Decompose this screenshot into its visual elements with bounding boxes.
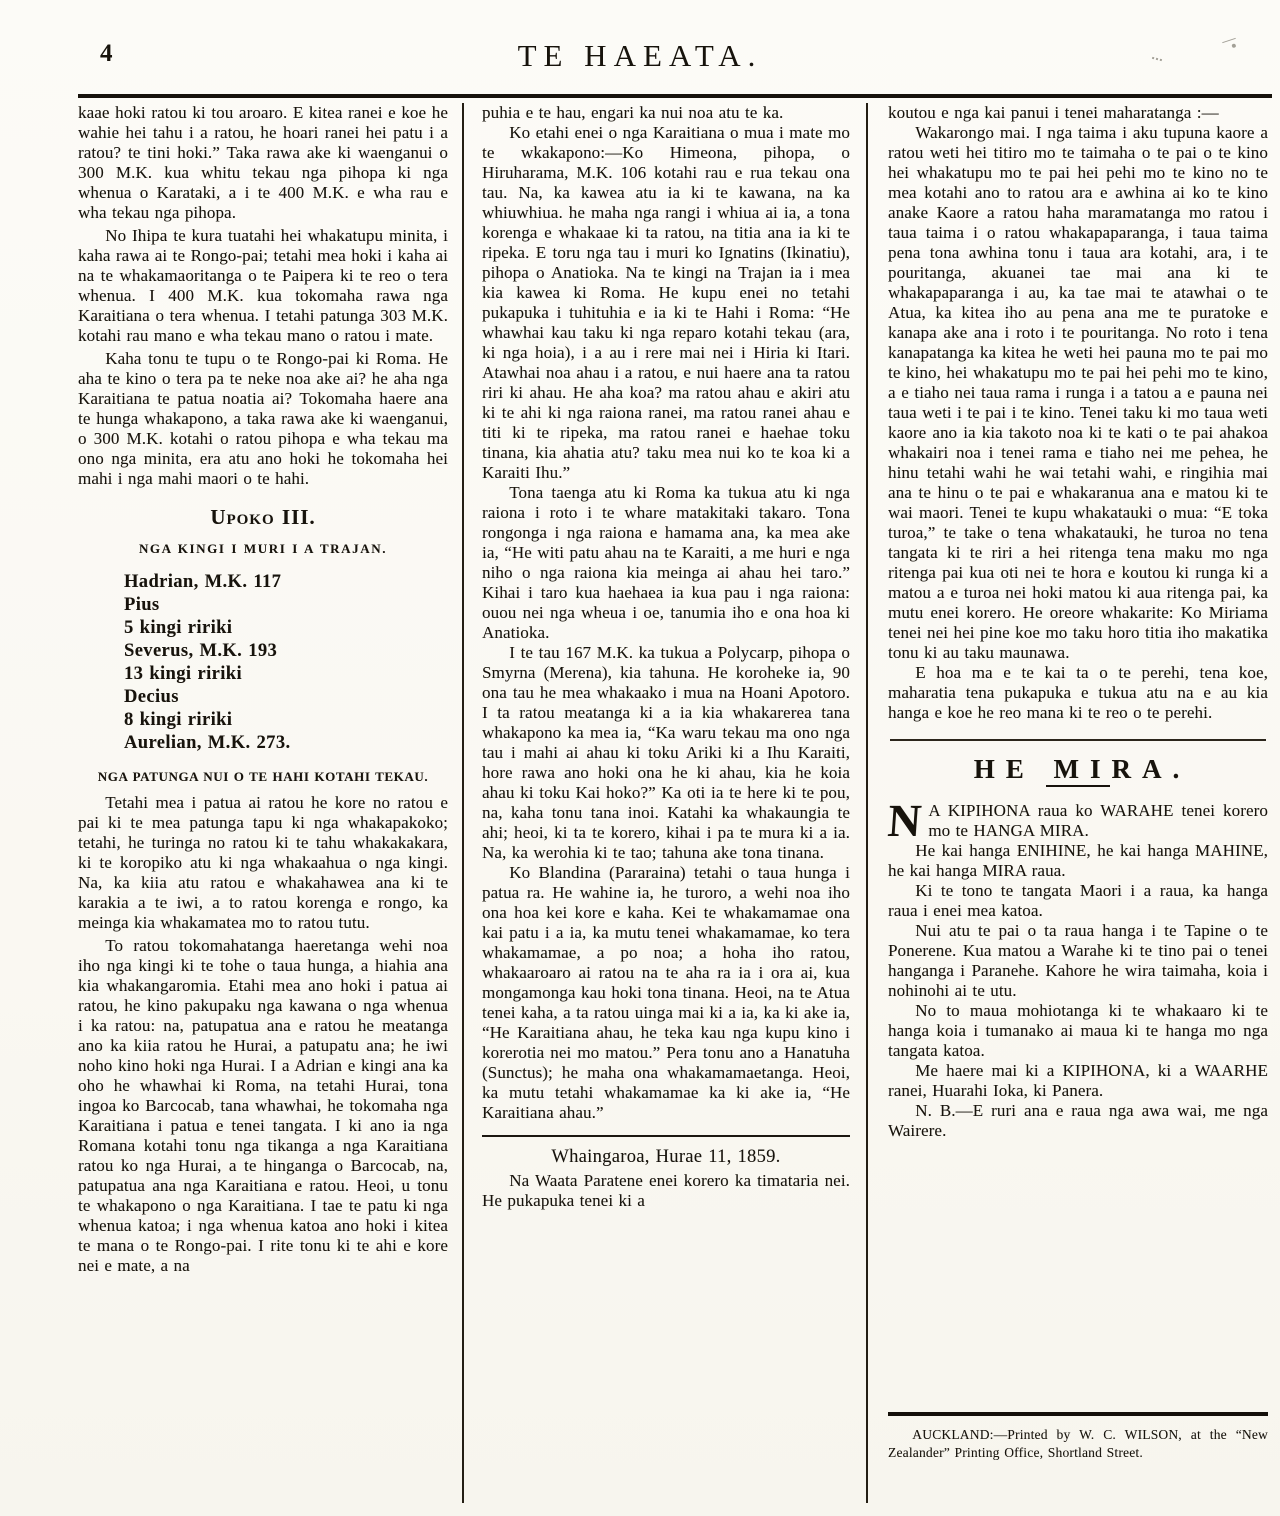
article-heading: HE MIRA. <box>973 754 1191 784</box>
list-item: 13 kingi ririki <box>124 664 242 684</box>
drop-cap-initial: N <box>886 795 924 846</box>
list-item: Pius <box>124 595 160 615</box>
chapter-subheading: NGA KINGI I MURI I A TRAJAN. <box>138 541 388 556</box>
article-separator-rule <box>890 739 1266 741</box>
body-paragraph: E hoa ma e te kai ta o te perehi, tena koe, maharatia tena pukapuka e tukua atu na e au kia hanga e koe he reo mana ki te reo o te perehi. <box>888 663 1268 722</box>
page-header <box>0 0 1280 94</box>
body-paragraph: Ko etahi enei o nga Karaitiana o mua i mate mo te wkakapono:—Ko Himeona, pihopa, o Hiruharama, M.K. 106 kotahi rau e rua tekau ona tau. Na, ka kawea atu ia ki te kawana, na ka whiuwhiua. he maha nga rangi i whiua ai ia, a tona korenga e whakaae ki ta ratou, na titia ana ia ki te ripeka. E toru nga tau i muri ko Ignatins (Ikinatiu), pihopa o Anatioka. Na te kingi na Trajan ia i mea kia kawea ki Roma. He kupu enei no tetahi pukapuka i tuhituhia e ia ki te Hahi i Roma: “He whawhai kau taku ki nga reparo kotahi tekau (ara, ki nga hoia), i a au i rere mai nei i Hiria ki Itari. Atawhai noa ahau i a ratou, e nui haere ana ta ratou riri ki ahau. He aha koa? ma ratou ahau e akiri atu ki te ahi ki nga raiona ranei, ma ratou ranei ahau e titi ki te ripeka, ma ratou ranei e haehae toku tinana, kia ahatia atu? taku mea nui ko te koa ki a Karaiti Ihu.” <box>482 123 850 482</box>
kings-list <box>78 571 448 755</box>
column-1 <box>78 103 462 1503</box>
chapter-heading: Upoko III. <box>210 505 316 529</box>
colophon: AUCKLAND:—Printed by W. C. WILSON, at the “New Zealander” Printing Office, Shortland Street. <box>888 1427 1268 1460</box>
body-paragraph: Wakarongo mai. I nga taima i aku tupuna kaore a ratou weti hei titiro mo te taimaha o te pai o te kino hei whakatupu mo te pai hei pehi mo te kino no te mea kotahi ano to ratou ara e awhina ai ko te kino anake Kaore a ratou haha maramatanga mo ratou i taua taima i o ratou whakapaparanga, i taua taima pena tona awhina tonu i taua ara kotahi, ara, i te pouritanga, akuanei tae mai ana ki te whakapaparanga i au, ka tae mai te atawhai o te Atua, ka kitea iho au pena ana me te puratoke e kanapa ake ana i roto i te pouritanga. No roto i tena kanapatanga ka kitea he weti hei pauna mo te pai mo te kino, hei whakatupu mo te pai hei pehi mo te kino, a e tiaho nei taua rama i runga i a tatou a e pauna nei taua weti i te pai i te kino. Tenei taku ki mo taua weti kaore ano ia kia takoto noa ki te kati o te pai ahakoa whakairi noa i tenei rama e tiaho nei me pehea, he hinu tetahi wahi he wai tetahi wahi, e ringihia mai ana te hinu o te pai e whakaranua ana e matou ki te wai maori. Tenei te kupu whakatauki o mua: “E toka turoa,” te take o tena whakatauki, he turoa no tena tangata ki te riri a hei ritenga tena maku mo nga ritenga pai kua oti nei te hora e koutou ki runga ki a matou a e turoa nei hoki matou ki aua ritenga pai, ka mutu enei korero. He oreore whakarite: Ko Miriama tenei nei hei pine koe mo taku horo titia iho makatika tonu ki au taku maunawa. <box>888 123 1268 662</box>
body-paragraph: To ratou tokomahatanga haeretanga wehi noa iho nga kingi ki te tohe o taua hunga, a hiahia ana kia whakangaromia. Etahi mea ano hoki i patua ai ratou, he kino pakupaku nga kawana o nga whenua i ka ratou: na, patupatua ana e ratou he meatanga ano ka kiia ratou he Hurai, a patupatu ana; he iwi noho kino hoki nga Hurai. I a Adrian e kingi ana ka oho he whawhai ki Roma, na tetahi Hurai, tona ingoa ko Barcocab, tana whawhai, he tokomaha nga Karaitiana i patua e tenei tangata. I ki ano ia nga Romana kotahi tonu nga tikanga a nga Karaitiana ratou ko nga Hurai, a te hinganga o Barcocab, na, patupatua ana nga Karaitiana e ratou. Heoi, u tonu te whakapono o nga Karaitiana. I tae te patu ki nga whenua katoa; i nga whenua katoa ano hoki i kitea te mana o te Rongo-pai. I rite tonu ki te ahi e kore nei e mate, a na <box>78 936 448 1275</box>
column-layout <box>78 103 1272 1503</box>
body-paragraph: Ki te tono te tangata Maori i a raua, ka hanga raua i enei mea katoa. <box>888 881 1268 920</box>
body-paragraph: He kai hanga ENIHINE, he kai hanga MAHINE, he kai hanga MIRA raua. <box>888 841 1268 880</box>
section-heading: NGA PATUNGA NUI O TE HAHI KOTAHI TEKAU. <box>97 769 429 784</box>
list-item: Decius <box>124 687 179 707</box>
dateline: Whaingaroa, Hurae 11, 1859. <box>551 1147 781 1167</box>
body-paragraph: puhia e te hau, engari ka nui noa atu te ka. <box>482 103 784 122</box>
page-number: 4 <box>100 40 113 67</box>
body-paragraph: I te tau 167 M.K. ka tukua a Polycarp, pihopa o Smyrna (Merena), kia tahuna. He koroheke ia, 90 ona tau he mea whakaako i mua na Hoani Apotoro. I ta ratou meatanga ki a ia kia whakarerea tana whakapono ka mea ia, “Ka waru tekau ma ono nga tau i mahi ai ahau ki toku Ariki ki a Ihu Karaiti, hore rawa ano hoki ona he ki ahau, kia he koia ahau ki toku Kai hoko?” Ka oti ia te here ki te pou, na, kaha tonu tana inoi. Katahi ka whakaungia te ahi; heoi, ki ta te korero, kihai i pa te mura ki a ia. Na, ka werohia ki te tao; tahuna ake tona tinana. <box>482 643 850 862</box>
body-paragraph: No Ihipa te kura tuatahi hei whakatupu minita, i kaha rawa ai te Rongo-pai; tetahi mea hoki i kaha ai na te whakamaoritanga o te Paipera ki te reo o tera whenua. I 400 M.K. kua tokomaha rawa nga Karaitiana o tera whenua. I tetahi patunga 303 M.K. kotahi rau mano e wha tekau mano o ratou i mate. <box>78 226 448 345</box>
body-paragraph: Ko Blandina (Pararaina) tetahi o taua hunga i patua ra. He wahine ia, he turoro, a wehi noa iho ona hoa kei kore e kaha. Kei te whakamamae ona kai patu i a ia, ka mutu tenei whakamamae, ko tera whakamamae, a po noa; a hoha iho ratou, whakaaroaro ai ratou na te aha ra ia i ora ai, kua mongamonga kau hoki tona tinana. Heoi, na te Atua tenei kaha, a ta ratou uinga mai ki a ia, ka ki ake ia, “He Karaitiana ahau, he teka kau nga kupu kino i korerotia nei mo matou.” Pera tonu ano a Hanatuha (Sunctus); he maha ona whakamamaetanga. Heoi, ka mutu tetahi whakamamae ka ki ake ia, “He Karaitiana ahau.” <box>482 863 850 1122</box>
heading-underline-rule <box>1046 785 1110 787</box>
body-paragraph: Nui atu te pai o ta raua hanga i te Tapine o te Ponerene. Kua matou a Warahe ki te tino pai o tenei hanganga i Paranehe. Kahore he wira taimaha, koia i nohinohi ai te utu. <box>888 921 1268 1000</box>
column-2 <box>464 103 866 1503</box>
column-3 <box>868 103 1272 1503</box>
body-paragraph: No to maua mohiotanga ki te whakaaro ki te hanga koia i tumanako ai maua ki te hanga mo nga tangata katoa. <box>888 1001 1268 1060</box>
body-paragraph: Kaha tonu te tupu o te Rongo-pai ki Roma. He aha te kino o tera pa te neke noa ake ai? he aha nga Karaitiana te patua noatia ai? Tokomaha haere ana te hunga whakapono, a taka rawa ake ki waenganui, o 300 M.K. kotahi o ratou pihopa e wha tekau ma ono nga minita, era atu ano hoki he tokomaha hei mahi i nga mahi maori o te hahi. <box>78 349 448 488</box>
list-item: 8 kingi ririki <box>124 710 233 730</box>
body-paragraph: N. B.—E ruri ana e raua nga awa wai, me nga Wairere. <box>888 1101 1268 1140</box>
body-paragraph: Tetahi mea i patua ai ratou he kore no ratou e pai ki te mea patunga tapu ki nga whakapakoko; tetahi, he turinga no ratou ki te tahu whakakakara, ki te koropiko atu ki nga whakaahua o nga kingi. Na, ka kiia atu ratou e whakahawea ana ki te karakia a te iwi, a to ratou korenga e rongo, ka meinga kia whakamatea mo to ratou tutu. <box>78 793 448 932</box>
body-paragraph: Me haere mai ki a KIPIHONA, ki a WAARHE ranei, Huarahi Ioka, ki Panera. <box>888 1061 1268 1100</box>
body-paragraph: kaae hoki ratou ki tou aroaro. E kitea ranei e koe he wahie hei tahu i a ratou, he hoari ranei hei patu i a ratou? te tini hoki.” Taka rawa ake ki waenganui o 300 M.K. kua whitu tekau nga pihopa ki nga whenua o Karataki, a i te 400 M.K. e wha rau e wha tekau nga pihopa. <box>78 103 448 222</box>
list-item: Hadrian, M.K. 117 <box>124 572 282 592</box>
list-item: Severus, M.K. 193 <box>124 641 278 661</box>
body-paragraph <box>886 795 1268 846</box>
body-paragraph: Tona taenga atu ki Roma ka tukua atu ki nga raiona i roto i te whare matakitaki takaro. Tona rongonga i nga raiona e hamama ana, ka mea ake ia, “He witi patu ahau na te Karaiti, a me huri e nga niho o nga raiona kia meinga ai ahau hei taro.” Kihai i taro kua haehaea ia kua pau i nga raiona: ouou nei nga wheua i oe, tanumia iho e ona hoa ki Anatioka. <box>482 483 850 642</box>
list-item: Aurelian, M.K. 273. <box>124 733 291 753</box>
section-rule <box>482 1135 850 1137</box>
body-paragraph: Na Waata Paratene enei korero ka timataria nei. He pukapuka tenei ki a <box>482 1171 850 1210</box>
list-item: 5 kingi ririki <box>124 618 233 638</box>
paragraph-text: A KIPIHONA raua ko WARAHE tenei korero mo te HANGA MIRA. <box>928 801 1268 840</box>
body-paragraph: koutou e nga kai panui i tenei maharatanga :— <box>888 103 1219 122</box>
header-double-rule <box>78 94 1272 98</box>
colophon-double-rule <box>888 1412 1268 1416</box>
masthead-title: TE HAEATA. <box>517 38 763 73</box>
